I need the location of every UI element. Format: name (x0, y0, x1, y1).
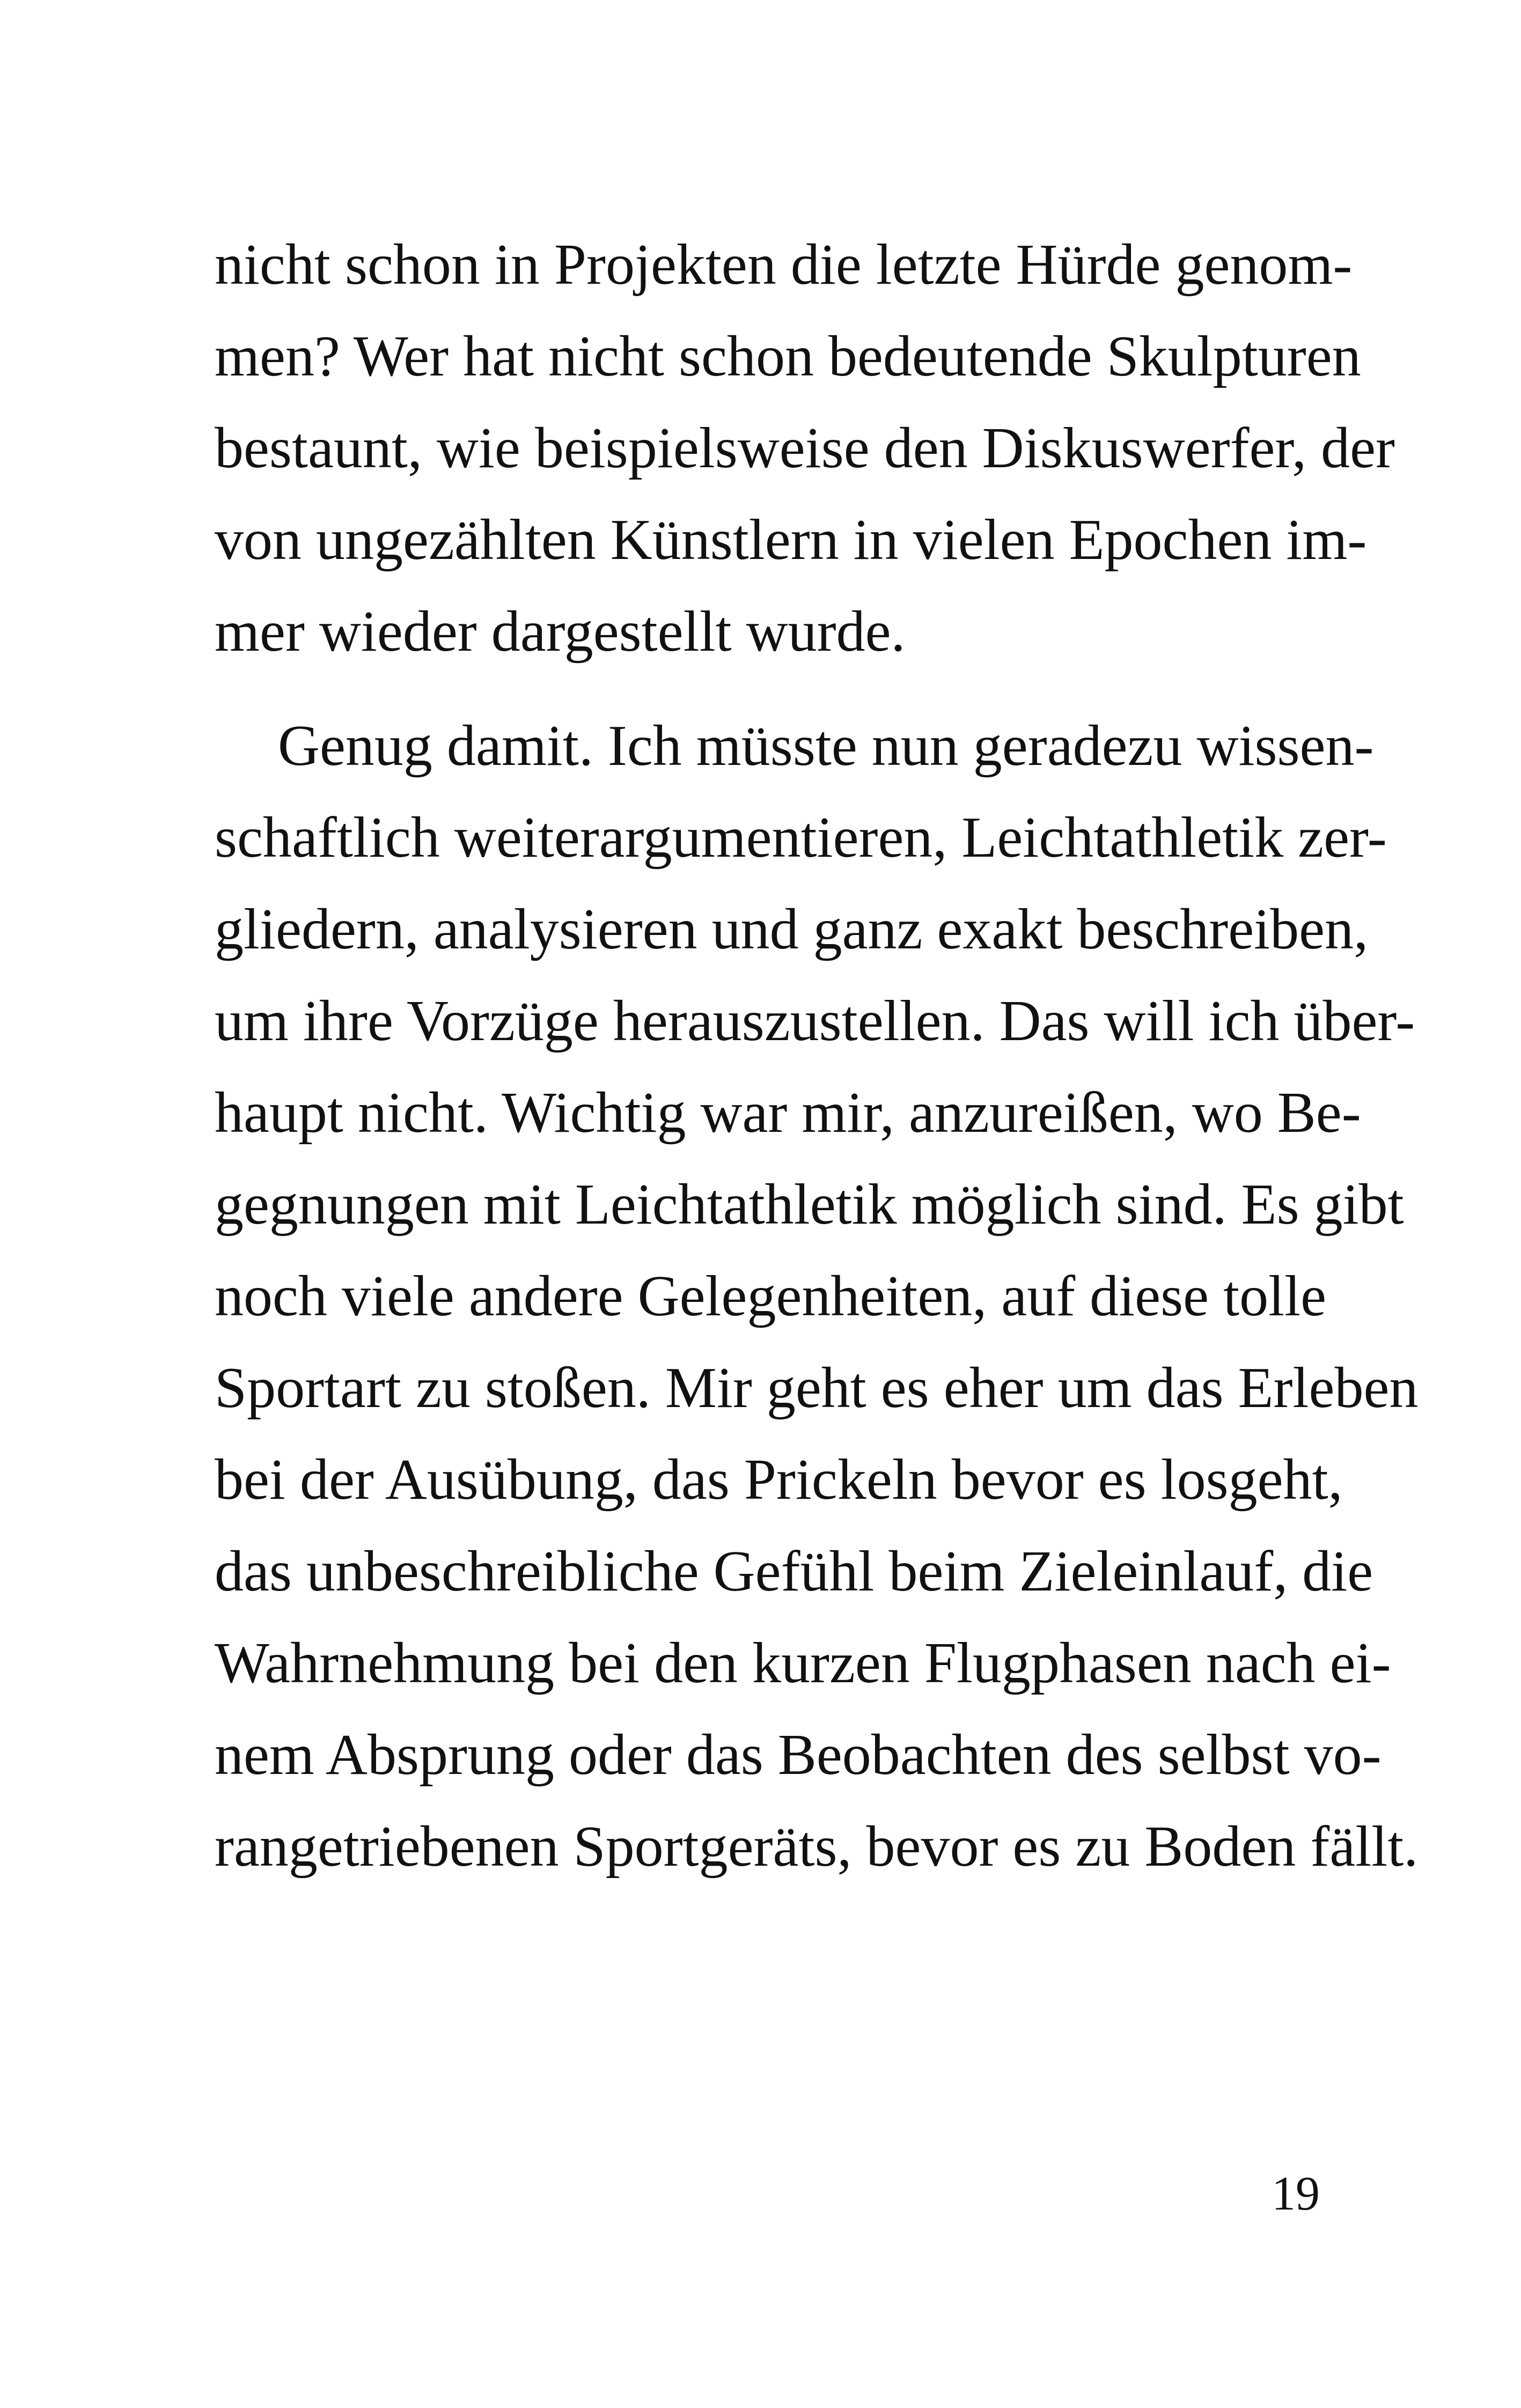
text-line: rangetriebenen Sportgeräts, bevor es zu Boden fällt. (215, 1815, 1419, 1879)
text-line: haupt nicht. Wichtig war mir, anzureißen, wo Be- (215, 1081, 1361, 1145)
text-line: nicht schon in Projekten die letzte Hürde genom- (215, 233, 1353, 297)
page-number: 19 (1272, 2167, 1320, 2220)
paragraph-1 (215, 219, 1395, 678)
text-line: das unbeschreibliche Gefühl beim Zieleinlauf, die (215, 1540, 1373, 1603)
text-line: Sportart zu stoßen. Mir geht es eher um das Erleben (215, 1356, 1419, 1420)
text-line: Genug damit. Ich müsste nun geradezu wissen- (278, 714, 1374, 778)
text-line: gegnungen mit Leichtathletik möglich sind. Es gibt (215, 1173, 1404, 1236)
text-line: mer wieder dargestellt wurde. (215, 600, 906, 664)
text-line: von ungezählten Künstlern in vielen Epochen im- (215, 508, 1367, 572)
text-line: nem Absprung oder das Beobachten des selbst vo- (215, 1723, 1382, 1787)
text-line: men? Wer hat nicht schon bedeutende Skulpturen (215, 325, 1361, 388)
text-line: Wahrnehmung bei den kurzen Flugphasen nach ei- (215, 1631, 1391, 1695)
text-line: bei der Ausübung, das Prickeln bevor es losgeht, (215, 1448, 1343, 1512)
text-line: schaftlich weiterargumentieren, Leichtathletik zer- (215, 806, 1387, 870)
paragraph-2 (215, 700, 1419, 1892)
text-line: noch viele andere Gelegenheiten, auf diese tolle (215, 1264, 1327, 1328)
text-line: gliedern, analysieren und ganz exakt beschreiben, (215, 897, 1369, 961)
text-line: bestaunt, wie beispielsweise den Diskuswerfer, der (215, 416, 1395, 480)
text-line: um ihre Vorzüge herauszustellen. Das will ich über- (215, 989, 1415, 1053)
